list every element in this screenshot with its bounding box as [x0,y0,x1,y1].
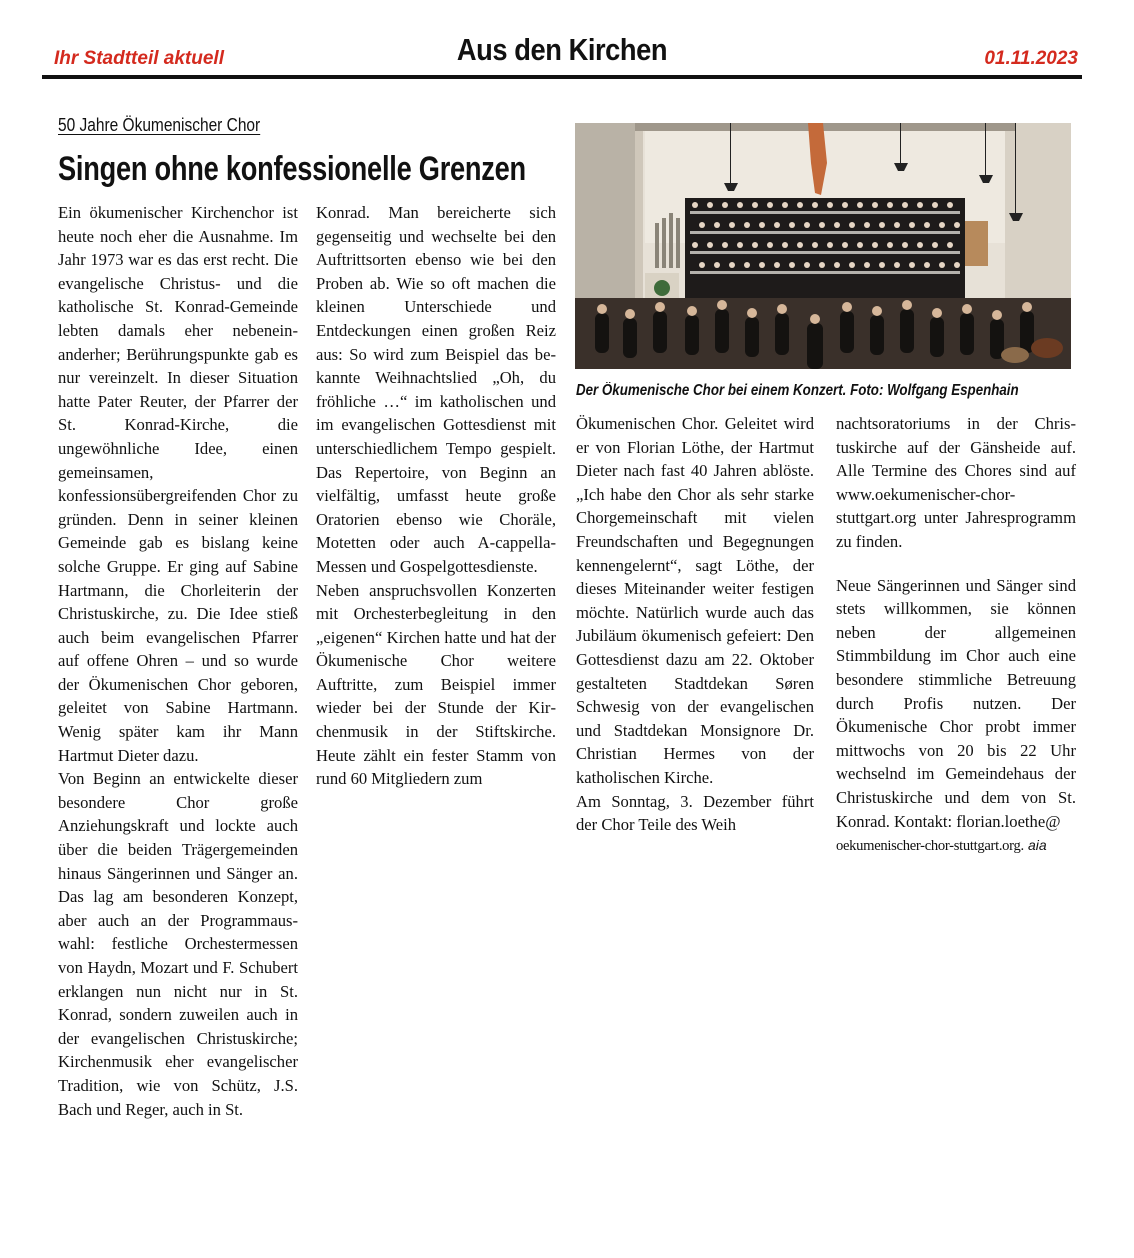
paragraph: Am Sonntag, 3. Dezember führt der Chor Teile des Weih [576,791,814,835]
article-column-4 [836,412,1076,859]
paragraph: Konrad. Man bereicherte sich gegenseitig und wechselte bei den Auftrittsorten ebenso wie bei den Proben ab. Wie so oft machen die kleinen Unterschiede und Entdeckungen einen großen Reiz aus: So wird zum Beispiel das bekannte Weihnachtslied „Oh, du fröhliche …“ im katholischen und im evangelischen Gottesdienst mit unterschiedlichem Tempo gespielt. Das Repertoire, von Beginn an vielfältig, umfasst heute große Oratorien ebenso wie Choräle, Motetten oder auch A-cappella-Messen und Gospelgottesdienste. [316,203,556,576]
article-column-1 [58,201,298,1121]
section-label: Ihr Stadtteil aktuell [54,48,224,69]
article-kicker: 50 Jahre Ökumenischer Chor [58,115,261,135]
article-headline: Singen ohne konfessionelle Grenzen [58,150,526,188]
paragraph: Neben anspruchsvollen Konzerten mit Orchesterbegleitung in den „eigenen“ Kirchen hatte und hat der Ökumenische Chor weitere Auftritte, zum Beispiel immer wieder bei der Stunde der Kirchenmusik in der Stiftskirche. Heute zählt ein fester Stamm von rund 60 Mitgliedern zum [316,580,556,789]
paragraph-text: Neue Sängerinnen und Sänger sind stets willkommen, sie können neben der allgemeinen Stimmbildung im Chor auch eine besondere stimmliche Betreuung durch Profis nutzen. Der Ökumenische Chor probt immer mittwochs von 20 bis 22 Uhr wechselnd im Gemeindehaus der Christuskirche und dem von St. Konrad. Kontakt: florian.loethe@ [836,575,1076,831]
paragraph [836,574,1076,859]
article-column-3 [576,412,814,837]
choir-concert-photo [575,123,1071,369]
paragraph: Ökumenischen Chor. Geleitet wird er von Florian Löthe, der Hartmut Dieter nach fast 40 Jahren ablöste. „Ich habe den Chor als sehr starke Chorgemeinschaft mit vielen Freundschaften und Begegnungen kennengelernt“, sagt Löthe, der dieses Miteinander weiter festigen möchte. Natürlich wurde auch das Jubiläum ökumenisch gefeiert: Den Gottesdienst dazu am 22. Oktober gestalteten Stadtdekan Søren Schwesig von der evangelischen und Stadtdekan Monsignore Dr. Christian Hermes von der katholischen Kirche. [576,414,814,787]
contact-url: oekumenischer-chor-stuttgart.org. [836,838,1024,855]
author-signature: aia [1027,837,1047,854]
header-rule [42,75,1082,79]
section-title: Aus den Kirchen [456,32,668,67]
photo-caption: Der Ökumenische Chor bei einem Konzert. Foto: Wolfgang Espenhain [576,382,1019,399]
paragraph-gap [836,554,1076,574]
issue-date: 01.11.2023 [984,48,1078,69]
paragraph: Von Beginn an entwickelte dieser besondere Chor große Anziehungskraft und lockte auch über die beiden Trägergemeinden hinaus Sängerinnen und Sänger an. Das lag am besonderen Konzept, aber auch an der Programmauswahl: festliche Orchestermessen von Haydn, Mozart und F. Schubert erklangen nun nicht nur in St. Konrad, sondern zuweilen auch in der evangelischen Christuskirche; Kirchenmusik eher evangelischer Tradition, wie von Schütz, J.S. Bach und Reger, auch in St. [58,769,298,1119]
article-column-2 [316,201,556,791]
paragraph: nachtsoratoriums in der Christuskirche auf der Gänsheide auf. Alle Termine des Chores sind auf www.oekumenischer-chor-stuttgart.org unter Jahresprogramm zu finden. [836,414,1076,551]
page-header [42,28,1082,78]
paragraph: Ein ökumenischer Kirchenchor ist heute noch eher die Ausnahme. Im Jahr 1973 war es das erst recht. Die evangelische Christus- und die katholische St. Konrad-Gemeinde lebten damals eher nebeneinanderher; Berührungspunkte gab es nur vereinzelt. In dieser Situation hatte Pater Reuter, der Pfarrer der St. Konrad-Kirche, die ungewöhnliche Idee, einen gemeinsamen, konfessionsübergreifenden Chor zu gründen. Denn in seiner kleinen Gemeinde gab es bislang keine solche Gruppe. Er ging auf Sabine Hartmann, die Chorleiterin der Christuskirche, zu. Die Idee stieß auch beim evangelischen Pfarrer auf offene Ohren – und so wurde der Ökumenischen Chor geboren, geleitet von Sabine Hartmann. Wenig später kam ihr Mann Hartmut Dieter dazu. [58,203,298,765]
